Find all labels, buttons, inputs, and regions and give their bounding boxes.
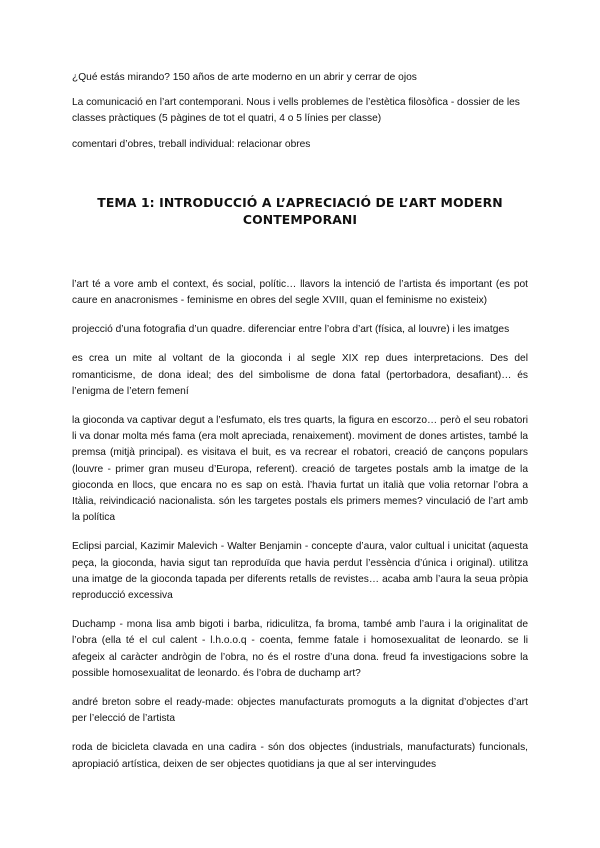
paragraph: la gioconda va captivar degut a l’esfumato, els tres quarts, la figura en escorzo… però el seu robatori li va donar molta més fama (era molt apreciada, renaixement). moviment de dones artistes, també la premsa (mitjà principal). es visitava el buit, es va recrear el robatori, creació de cançons populars (louvre - primer gran museu d’Europa, referent). creació de targetes postals amb la imatge de la gioconda en llocs, que encara no es sap on està. l’havia furtat un italià que volia retornar l’obra a Itàlia, reivindicació nacionalista. són les targetes postals els primers memes? vinculació de l’art amb la política — [72, 415, 528, 524]
paragraph: projecció d’una fotografia d’un quadre. diferenciar entre l’obra d’art (física, al louvre) i les imatges — [72, 324, 510, 336]
intro-line-2: La comunicació en l’art contemporani. Nous i vells problemes de l’estètica filosòfica - dossier de les classes pràctiques (5 pàgines de tot el quatri, 4 o 5 línies per classe) — [72, 97, 520, 125]
intro-notes — [72, 70, 528, 153]
body-notes — [72, 277, 528, 773]
paragraph: Eclipsi parcial, Kazimir Malevich - Walter Benjamin - concepte d’aura, valor cultual i unicitat (aquesta peça, la gioconda, havia sigut tan reproduïda que havia perdut l’essència d’única i original). utilitza una imatge de la gioconda tapada per diferents retalls de revistes… acaba amb l’aura la seua pròpia reproducció excessiva — [72, 541, 528, 602]
chapter-title: TEMA 1: INTRODUCCIÓ A L’APRECIACIÓ DE L’ART MODERN CONTEMPORANI — [97, 194, 503, 228]
paragraph: andré breton sobre el ready-made: objectes manufacturats promoguts a la dignitat d’objectes d’art per l’elecció de l’artista — [72, 697, 528, 725]
document-page — [72, 70, 528, 786]
paragraph: roda de bicicleta clavada en una cadira - són dos objectes (industrials, manufacturats) funcionals, apropiació artística, deixen de ser objectes quotidians ja que al ser intervingudes — [72, 742, 528, 770]
paragraph: Duchamp - mona lisa amb bigoti i barba, ridiculitza, fa broma, també amb l’aura i la originalitat de l’obra (ella té el cul calent - l.h.o.o.q - coenta, femme fatale i homosexualitat de leonardo. se li afegeix al caràcter andrògin de l’obra, no és el rostre d’una dona. freud fa investigacions sobre la possible homosexualitat de leonardo. és l’obra de duchamp art? — [72, 619, 528, 679]
intro-line-3: comentari d’obres, treball individual: relacionar obres — [72, 138, 311, 150]
paragraph: l’art té a vore amb el context, és social, polític… llavors la intenció de l’artista és important (es pot caure en anacronismes - feminisme en obres del segle XVIII, quan el feminisme no existeix) — [72, 278, 528, 307]
intro-line-1: ¿Qué estás mirando? 150 años de arte moderno en un abrir y cerrar de ojos — [72, 72, 417, 83]
paragraph: es crea un mite al voltant de la gioconda i al segle XIX rep dues interpretacions. Des del romanticisme, de dona ideal; des del simbolisme de dona fatal (pertorbadora, desafiant)… és l’enigma de l’etern femení — [72, 353, 528, 397]
